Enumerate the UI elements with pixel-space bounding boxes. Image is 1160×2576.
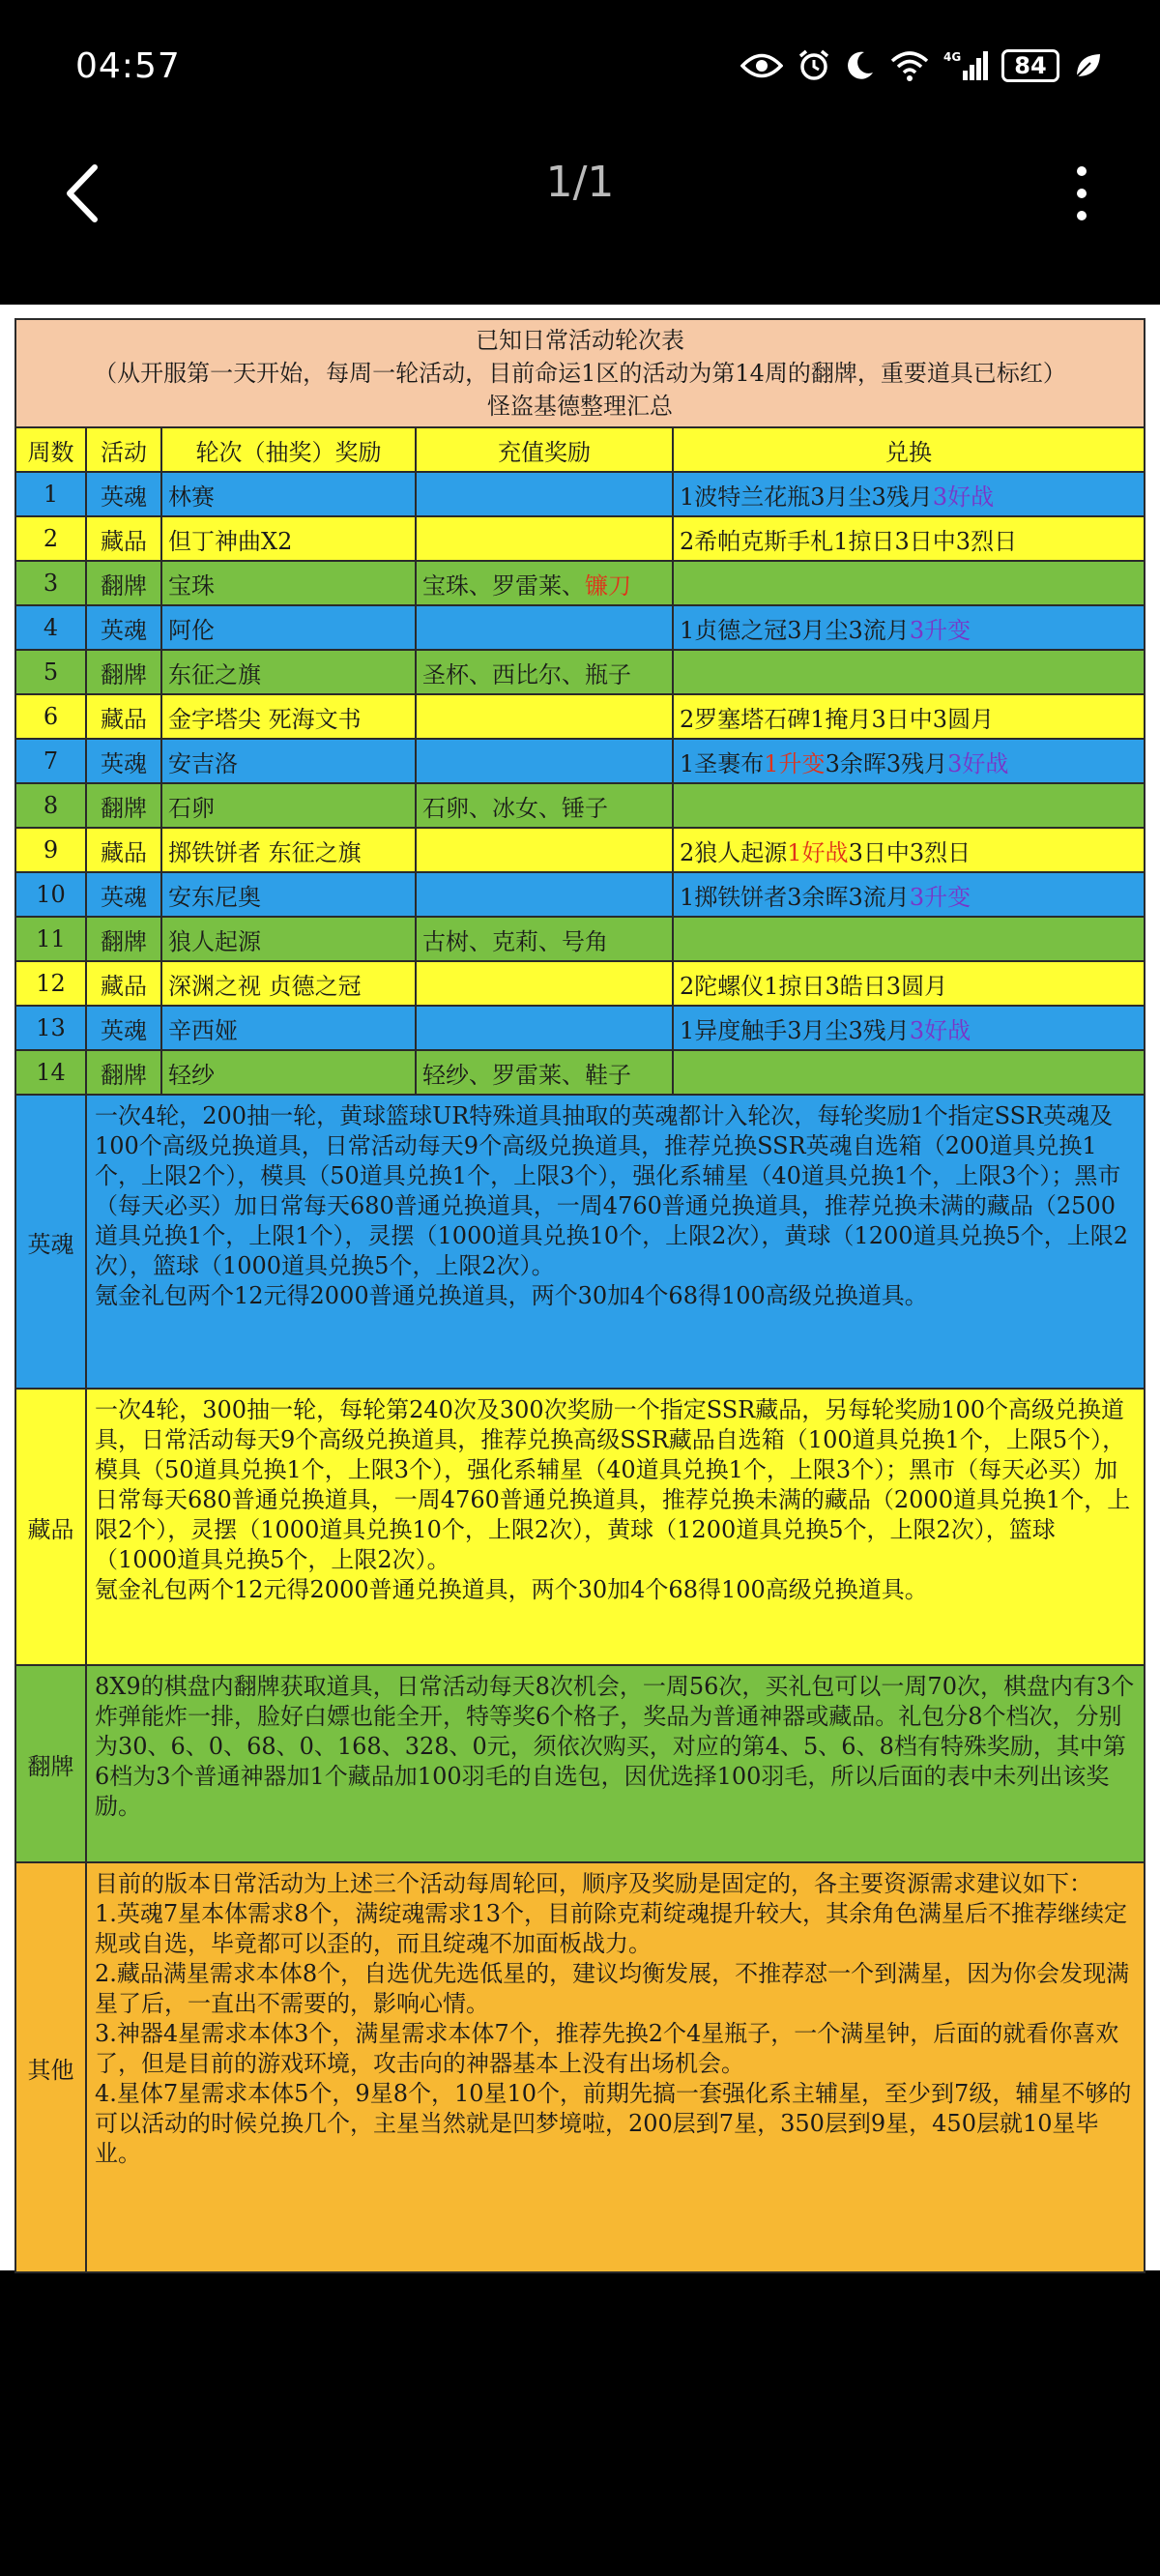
column-header: 周数: [15, 427, 86, 472]
reward-cell: 宝珠: [161, 561, 416, 605]
description-row: [15, 1389, 1145, 1665]
exchange-text: 3好战: [947, 749, 1009, 777]
week-cell: 3: [15, 561, 86, 605]
reward-cell: 安东尼奥: [161, 872, 416, 917]
recharge-cell: [416, 605, 673, 650]
reward-cell: 石卵: [161, 783, 416, 828]
description-body: [86, 1389, 1145, 1665]
recharge-cell: [416, 1006, 673, 1050]
recharge-cell: [416, 872, 673, 917]
description-row: [15, 1665, 1145, 1862]
table-row: [15, 828, 1145, 872]
activity-cell: 藏品: [86, 694, 161, 739]
recharge-cell: [416, 783, 673, 828]
week-cell: 13: [15, 1006, 86, 1050]
alarm-icon: [797, 48, 831, 83]
schedule-table: [14, 318, 1146, 2273]
exchange-text: 3升变: [909, 883, 972, 911]
column-header: 活动: [86, 427, 161, 472]
exchange-cell: [673, 650, 1145, 694]
description-body: [86, 1665, 1145, 1862]
table-title: [15, 319, 1145, 427]
week-cell: 12: [15, 961, 86, 1006]
recharge-text: 圣杯、西比尔、瓶子: [422, 660, 631, 688]
exchange-text: 2狼人起源: [680, 838, 788, 866]
wifi-icon: [889, 49, 930, 82]
table-row: [15, 472, 1145, 516]
exchange-text: 3升变: [909, 616, 972, 644]
reward-cell: 轻纱: [161, 1050, 416, 1095]
exchange-cell: [673, 917, 1145, 961]
week-cell: 14: [15, 1050, 86, 1095]
table-row: [15, 650, 1145, 694]
exchange-cell: [673, 561, 1145, 605]
recharge-cell: [416, 739, 673, 783]
description-paragraph: 1.英魂7星本体需求8个，满绽魂需求13个，目前除克莉绽魂提升较大，其余角色满星后不推荐继续定规或自选，毕竟都可以歪的，而且绽魂不加面板战力。: [95, 1900, 1127, 1957]
title-line: 已知日常活动轮次表: [476, 327, 684, 354]
activity-cell: 英魂: [86, 739, 161, 783]
description-label: 英魂: [15, 1095, 86, 1389]
week-cell: 2: [15, 516, 86, 561]
exchange-text: 1好战: [787, 838, 849, 866]
exchange-cell: [673, 828, 1145, 872]
reward-cell: 掷铁饼者 东征之旗: [161, 828, 416, 872]
exchange-text: 3好战: [909, 1016, 972, 1044]
activity-cell: 英魂: [86, 872, 161, 917]
activity-cell: 翻牌: [86, 1050, 161, 1095]
page-indicator: 1/1: [545, 158, 615, 207]
recharge-cell: [416, 694, 673, 739]
recharge-cell: [416, 650, 673, 694]
week-cell: 7: [15, 739, 86, 783]
activity-cell: 翻牌: [86, 917, 161, 961]
recharge-text: 镰刀: [585, 571, 631, 600]
activity-cell: 翻牌: [86, 561, 161, 605]
exchange-text: 1波特兰花瓶3月尘3残月: [680, 483, 933, 511]
week-cell: 4: [15, 605, 86, 650]
exchange-cell: [673, 1006, 1145, 1050]
activity-cell: 藏品: [86, 961, 161, 1006]
column-header: 轮次（抽奖）奖励: [161, 427, 416, 472]
reward-cell: 金字塔尖 死海文书: [161, 694, 416, 739]
eye-icon: [740, 51, 783, 80]
description-paragraph: 一次4轮，200抽一轮，黄球篮球UR特殊道具抽取的英魂都计入轮次，每轮奖励1个指定SSR英魂及100个高级兑换道具，日常活动每天9个高级兑换道具，推荐兑换SSR英魂自选箱（200道具兑换1个，上限2个），模具（50道具兑换1个，上限3个），强化系辅星（40道具兑换1个，上限3个）；黑市（每天必买）加日常每天680普通兑换道具，一周4760普通兑换道具，推荐兑换未满的藏品（2500道具兑换1个，上限1个），灵摆（1000道具兑换10个，上限2次），黄球（1200道具兑换5个，上限2次），篮球（1000道具兑换5个，上限2次）。: [95, 1102, 1129, 1279]
description-paragraph: 8X9的棋盘内翻牌获取道具，日常活动每天8次机会，一周56次，买礼包可以一周70次，棋盘内有3个炸弹能炸一排，脸好白嫖也能全开，特等奖6个格子，奖品为普通神器或藏品。礼包分8个档次，分别为30、6、0、68、0、168、328、0元，须依次购买，对应的第4、5、6、8档有特殊奖励，其中第6档为3个普通神器加1个藏品加100羽毛的自选包，因优选择100羽毛，所以后面的表中未列出该奖励。: [95, 1673, 1135, 1820]
reward-cell: 阿伦: [161, 605, 416, 650]
exchange-text: 3余晖3残月: [825, 749, 948, 777]
table-row: [15, 605, 1145, 650]
column-header: 兑换: [673, 427, 1145, 472]
activity-cell: 藏品: [86, 516, 161, 561]
description-paragraph: 4.星体7星需求本体5个，9星8个，10星10个，前期先搞一套强化系主辅星，至少到7级，辅星不够的可以活动的时候兑换几个，主星当然就是凹梦境啦，200层到7星，350层到9星，450层就10星毕业。: [95, 2080, 1132, 2167]
exchange-cell: [673, 739, 1145, 783]
activity-cell: 英魂: [86, 1006, 161, 1050]
recharge-text: 石卵、冰女、锤子: [422, 794, 608, 822]
exchange-cell: [673, 605, 1145, 650]
exchange-cell: [673, 783, 1145, 828]
leaf-icon: [1073, 51, 1102, 80]
description-label: 藏品: [15, 1389, 86, 1665]
table-row: [15, 694, 1145, 739]
recharge-text: 古树、克莉、号角: [422, 927, 608, 955]
status-bar: [0, 0, 1160, 140]
week-cell: 6: [15, 694, 86, 739]
description-row: [15, 1095, 1145, 1389]
activity-cell: 翻牌: [86, 650, 161, 694]
exchange-cell: [673, 694, 1145, 739]
description-label: 其他: [15, 1862, 86, 2272]
activity-cell: 英魂: [86, 605, 161, 650]
table-row: [15, 872, 1145, 917]
exchange-text: 1掷铁饼者3余晖3流月: [680, 883, 910, 911]
exchange-text: 3日中3烈日: [848, 838, 972, 866]
activity-cell: 藏品: [86, 828, 161, 872]
signal-icon: [943, 49, 988, 82]
table-row: [15, 1050, 1145, 1095]
table-row: [15, 961, 1145, 1006]
title-row: [15, 319, 1145, 427]
exchange-text: 1异度触手3月尘3残月: [680, 1016, 910, 1044]
reward-cell: 东征之旗: [161, 650, 416, 694]
description-paragraph: 一次4轮，300抽一轮，每轮第240次及300次奖励一个指定SSR藏品，另每轮奖励100个高级兑换道具，日常活动每天9个高级兑换道具，推荐兑换高级SSR藏品自选箱（100道具兑换1个，上限5个），模具（50道具兑换1个，上限3个），强化系辅星（40道具兑换1个，上限3个）；黑市（每天必买）加日常每天680普通兑换道具，一周4760普通兑换道具，推荐兑换未满的藏品（2000道具兑换1个，上限2个），灵摆（1000道具兑换10个，上限2次），黄球（1200道具兑换5个，上限2次），篮球（1000道具兑换5个，上限2次）。: [95, 1396, 1131, 1573]
description-label: 翻牌: [15, 1665, 86, 1862]
recharge-cell: [416, 561, 673, 605]
week-cell: 8: [15, 783, 86, 828]
document-image[interactable]: [0, 305, 1160, 2270]
exchange-cell: [673, 516, 1145, 561]
week-cell: 10: [15, 872, 86, 917]
svg-text:4G: 4G: [943, 50, 962, 64]
recharge-text: 宝珠、罗雷莱、: [422, 571, 585, 600]
table-row: [15, 783, 1145, 828]
recharge-cell: [416, 1050, 673, 1095]
description-row: [15, 1862, 1145, 2272]
activity-cell: 英魂: [86, 472, 161, 516]
exchange-cell: [673, 472, 1145, 516]
description-paragraph: 3.神器4星需求本体3个，满星需求本体7个，推荐先换2个4星瓶子，一个满星钟，后面的就看你喜欢了，但是目前的游戏环境，攻击向的神器基本上没有出场机会。: [95, 2020, 1119, 2077]
reward-cell: 但丁神曲X2: [161, 516, 416, 561]
reward-cell: 狼人起源: [161, 917, 416, 961]
table-row: [15, 739, 1145, 783]
description-paragraph: 氪金礼包两个12元得2000普通兑换道具，两个30加4个68得100高级兑换道具。: [95, 1576, 928, 1603]
more-options-button[interactable]: [1067, 161, 1096, 225]
description-body: [86, 1095, 1145, 1389]
table-row: [15, 516, 1145, 561]
column-header: 充值奖励: [416, 427, 673, 472]
viewer-top-bar: [0, 140, 1160, 256]
recharge-cell: [416, 516, 673, 561]
reward-cell: 安吉洛: [161, 739, 416, 783]
status-icons: [740, 48, 1102, 83]
moon-icon: [845, 49, 876, 82]
week-cell: 1: [15, 472, 86, 516]
recharge-cell: [416, 472, 673, 516]
exchange-text: 2希帕克斯手札1掠日3日中3烈日: [680, 527, 1018, 555]
table-row: [15, 561, 1145, 605]
exchange-cell: [673, 872, 1145, 917]
recharge-cell: [416, 961, 673, 1006]
activity-cell: 翻牌: [86, 783, 161, 828]
reward-cell: 辛西娅: [161, 1006, 416, 1050]
table-row: [15, 1006, 1145, 1050]
status-time: 04:57: [75, 46, 181, 86]
title-line: （从开服第一天开始，每周一轮活动，目前命运1区的活动为第14周的翻牌，重要道具已标红）: [94, 360, 1066, 387]
description-paragraph: 目前的版本日常活动为上述三个活动每周轮回，顺序及奖励是固定的，各主要资源需求建议如下：: [95, 1870, 1092, 1897]
week-cell: 11: [15, 917, 86, 961]
exchange-cell: [673, 1050, 1145, 1095]
description-paragraph: 2.藏品满星需求本体8个，自选优先选低星的，建议均衡发展，不推荐怼一个到满星，因为你会发现满星了后，一直出不需要的，影响心情。: [95, 1960, 1130, 2017]
exchange-text: 1贞德之冠3月尘3流月: [680, 616, 910, 644]
title-line: 怪盗基德整理汇总: [487, 393, 673, 420]
exchange-text: 1升变: [764, 749, 826, 777]
week-cell: 5: [15, 650, 86, 694]
reward-cell: 林赛: [161, 472, 416, 516]
exchange-text: 1圣裹布: [680, 749, 765, 777]
exchange-text: 2罗塞塔石碑1掩月3日中3圆月: [680, 705, 995, 733]
week-cell: 9: [15, 828, 86, 872]
recharge-cell: [416, 828, 673, 872]
reward-cell: 深渊之视 贞德之冠: [161, 961, 416, 1006]
recharge-text: 轻纱、罗雷莱、鞋子: [422, 1061, 631, 1089]
exchange-text: 2陀螺仪1掠日3皓日3圆月: [680, 972, 948, 1000]
battery-indicator: 84: [1001, 49, 1059, 82]
recharge-cell: [416, 917, 673, 961]
description-paragraph: 氪金礼包两个12元得2000普通兑换道具，两个30加4个68得100高级兑换道具。: [95, 1282, 928, 1309]
exchange-cell: [673, 961, 1145, 1006]
table-row: [15, 917, 1145, 961]
description-body: [86, 1862, 1145, 2272]
exchange-text: 3好战: [932, 483, 995, 511]
header-row: [15, 427, 1145, 472]
more-vertical-icon: [1067, 161, 1096, 225]
